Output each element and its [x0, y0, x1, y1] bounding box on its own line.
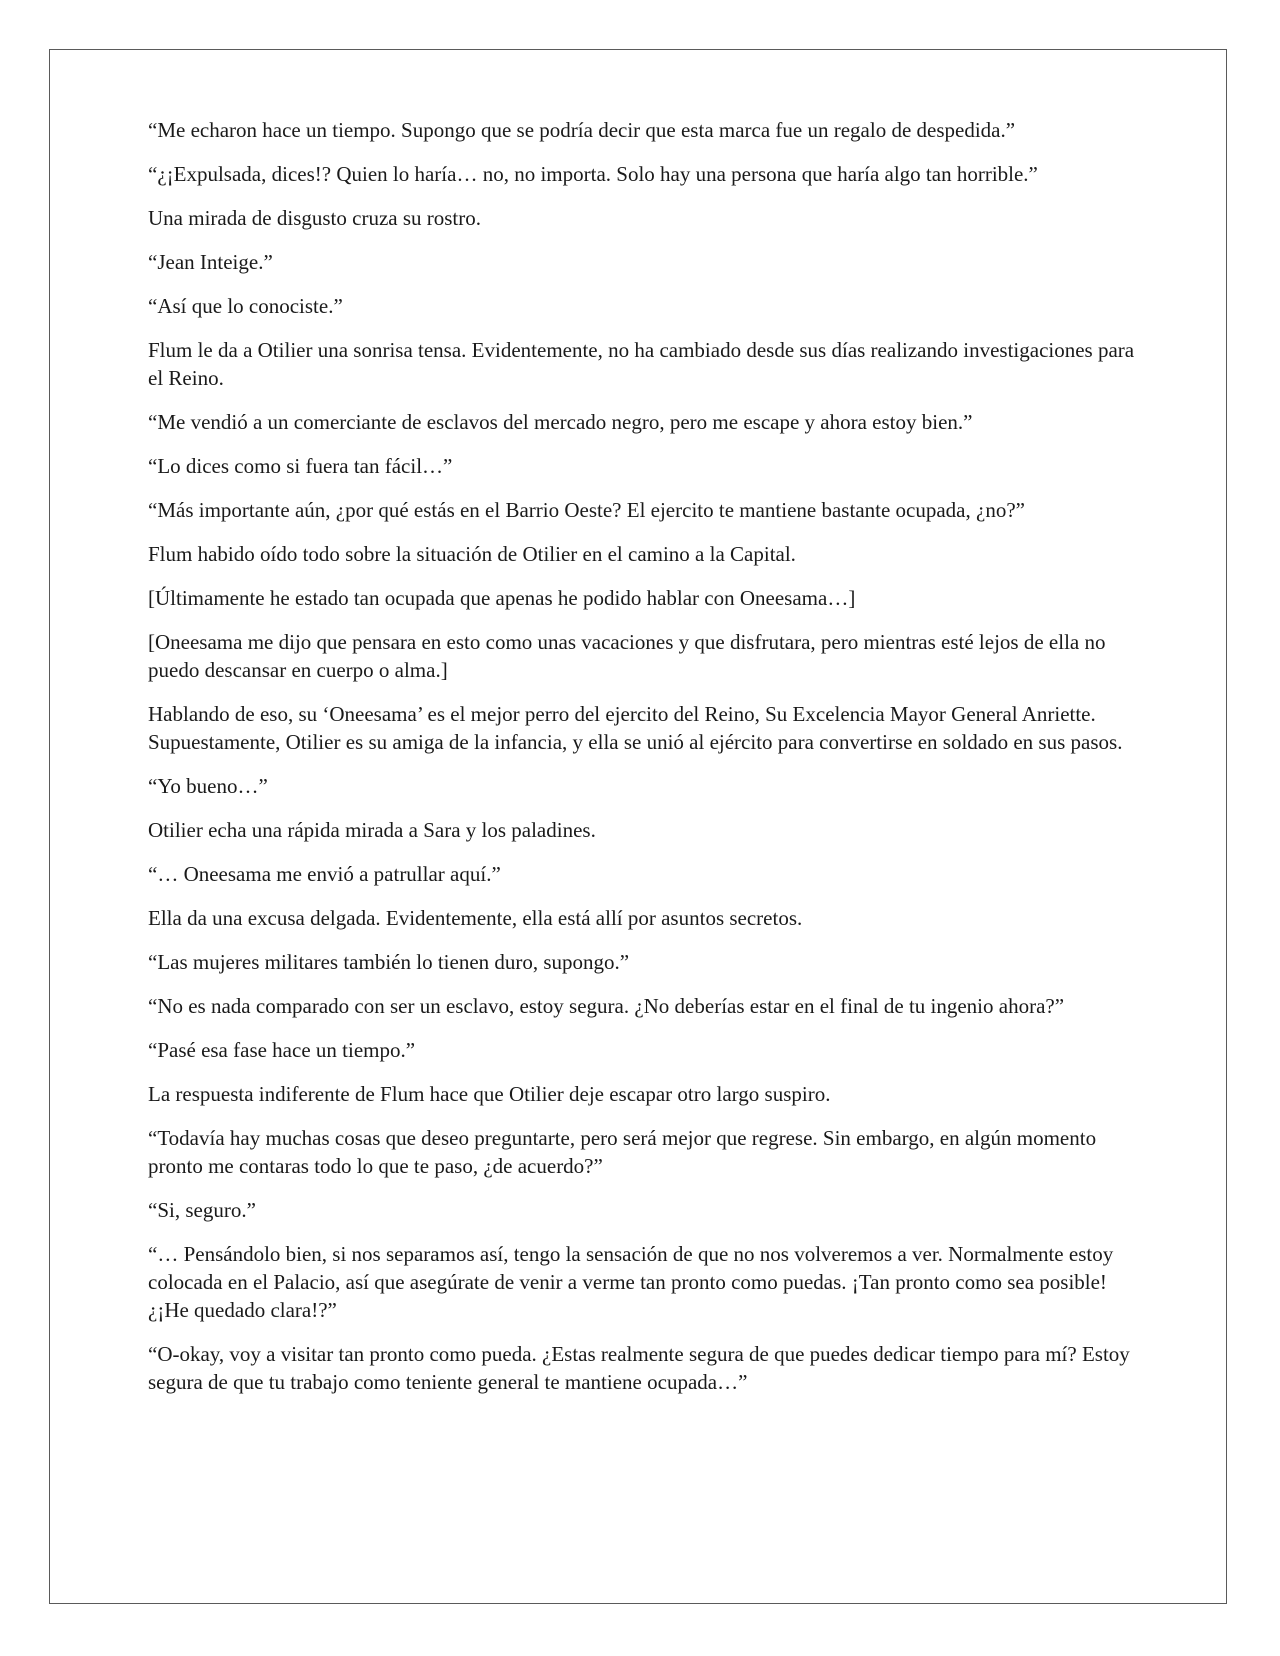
paragraph: Otilier echa una rápida mirada a Sara y los paladines. [148, 818, 596, 842]
paragraph: Ella da una excusa delgada. Evidentemente, ella está allí por asuntos secretos. [148, 906, 803, 930]
paragraph: [Últimamente he estado tan ocupada que apenas he podido hablar con Oneesama…] [148, 586, 856, 610]
paragraph: “Pasé esa fase hace un tiempo.” [148, 1038, 416, 1062]
paragraph: La respuesta indiferente de Flum hace que Otilier deje escapar otro largo suspiro. [148, 1082, 831, 1106]
paragraph: “¿¡Expulsada, dices!? Quien lo haría… no, no importa. Solo hay una persona que haría algo tan horrible.” [148, 162, 1038, 186]
paragraph: “Me echaron hace un tiempo. Supongo que se podría decir que esta marca fue un regalo de despedida.” [148, 118, 1016, 142]
paragraph: Hablando de eso, su ‘Oneesama’ es el mejor perro del ejercito del Reino, Su Excelencia Mayor General Anriette. Supuestamente, Otilier es su amiga de la infancia, y ella se unió al ejército para convertirse en soldado en sus pasos. [148, 702, 1123, 754]
paragraph: “Lo dices como si fuera tan fácil…” [148, 454, 453, 478]
paragraph: “Jean Inteige.” [148, 250, 273, 274]
paragraph: “No es nada comparado con ser un esclavo, estoy segura. ¿No deberías estar en el final de tu ingenio ahora?” [148, 994, 1065, 1018]
paragraph: “… Oneesama me envió a patrullar aquí.” [148, 862, 501, 886]
document-body [148, 116, 1138, 1412]
paragraph: “Yo bueno…” [148, 774, 268, 798]
paragraph: Una mirada de disgusto cruza su rostro. [148, 206, 481, 230]
paragraph: “Más importante aún, ¿por qué estás en el Barrio Oeste? El ejercito te mantiene bastante ocupada, ¿no?” [148, 498, 1025, 522]
paragraph: Flum le da a Otilier una sonrisa tensa. Evidentemente, no ha cambiado desde sus días realizando investigaciones para el Reino. [148, 338, 1135, 390]
paragraph: “Todavía hay muchas cosas que deseo preguntarte, pero será mejor que regrese. Sin embargo, en algún momento pronto me contaras todo lo que te paso, ¿de acuerdo?” [148, 1126, 1097, 1178]
paragraph: [Oneesama me dijo que pensara en esto como unas vacaciones y que disfrutara, pero mientras esté lejos de ella no puedo descansar en cuerpo o alma.] [148, 630, 1106, 682]
paragraph: “Las mujeres militares también lo tienen duro, supongo.” [148, 950, 630, 974]
paragraph: Flum habido oído todo sobre la situación de Otilier en el camino a la Capital. [148, 542, 796, 566]
paragraph: “Si, seguro.” [148, 1198, 256, 1222]
paragraph: “Me vendió a un comerciante de esclavos del mercado negro, pero me escape y ahora estoy bien.” [148, 410, 973, 434]
paragraph: “O-okay, voy a visitar tan pronto como pueda. ¿Estas realmente segura de que puedes dedicar tiempo para mí? Estoy segura de que tu trabajo como teniente general te mantiene ocupada…” [148, 1342, 1130, 1394]
paragraph: “Así que lo conociste.” [148, 294, 343, 318]
paragraph: “… Pensándolo bien, si nos separamos así, tengo la sensación de que no nos volveremos a ver. Normalmente estoy colocada en el Palacio, así que asegúrate de venir a verme tan pronto como puedas. ¡Tan pronto como sea posible! ¿¡He quedado clara!?” [148, 1242, 1114, 1322]
